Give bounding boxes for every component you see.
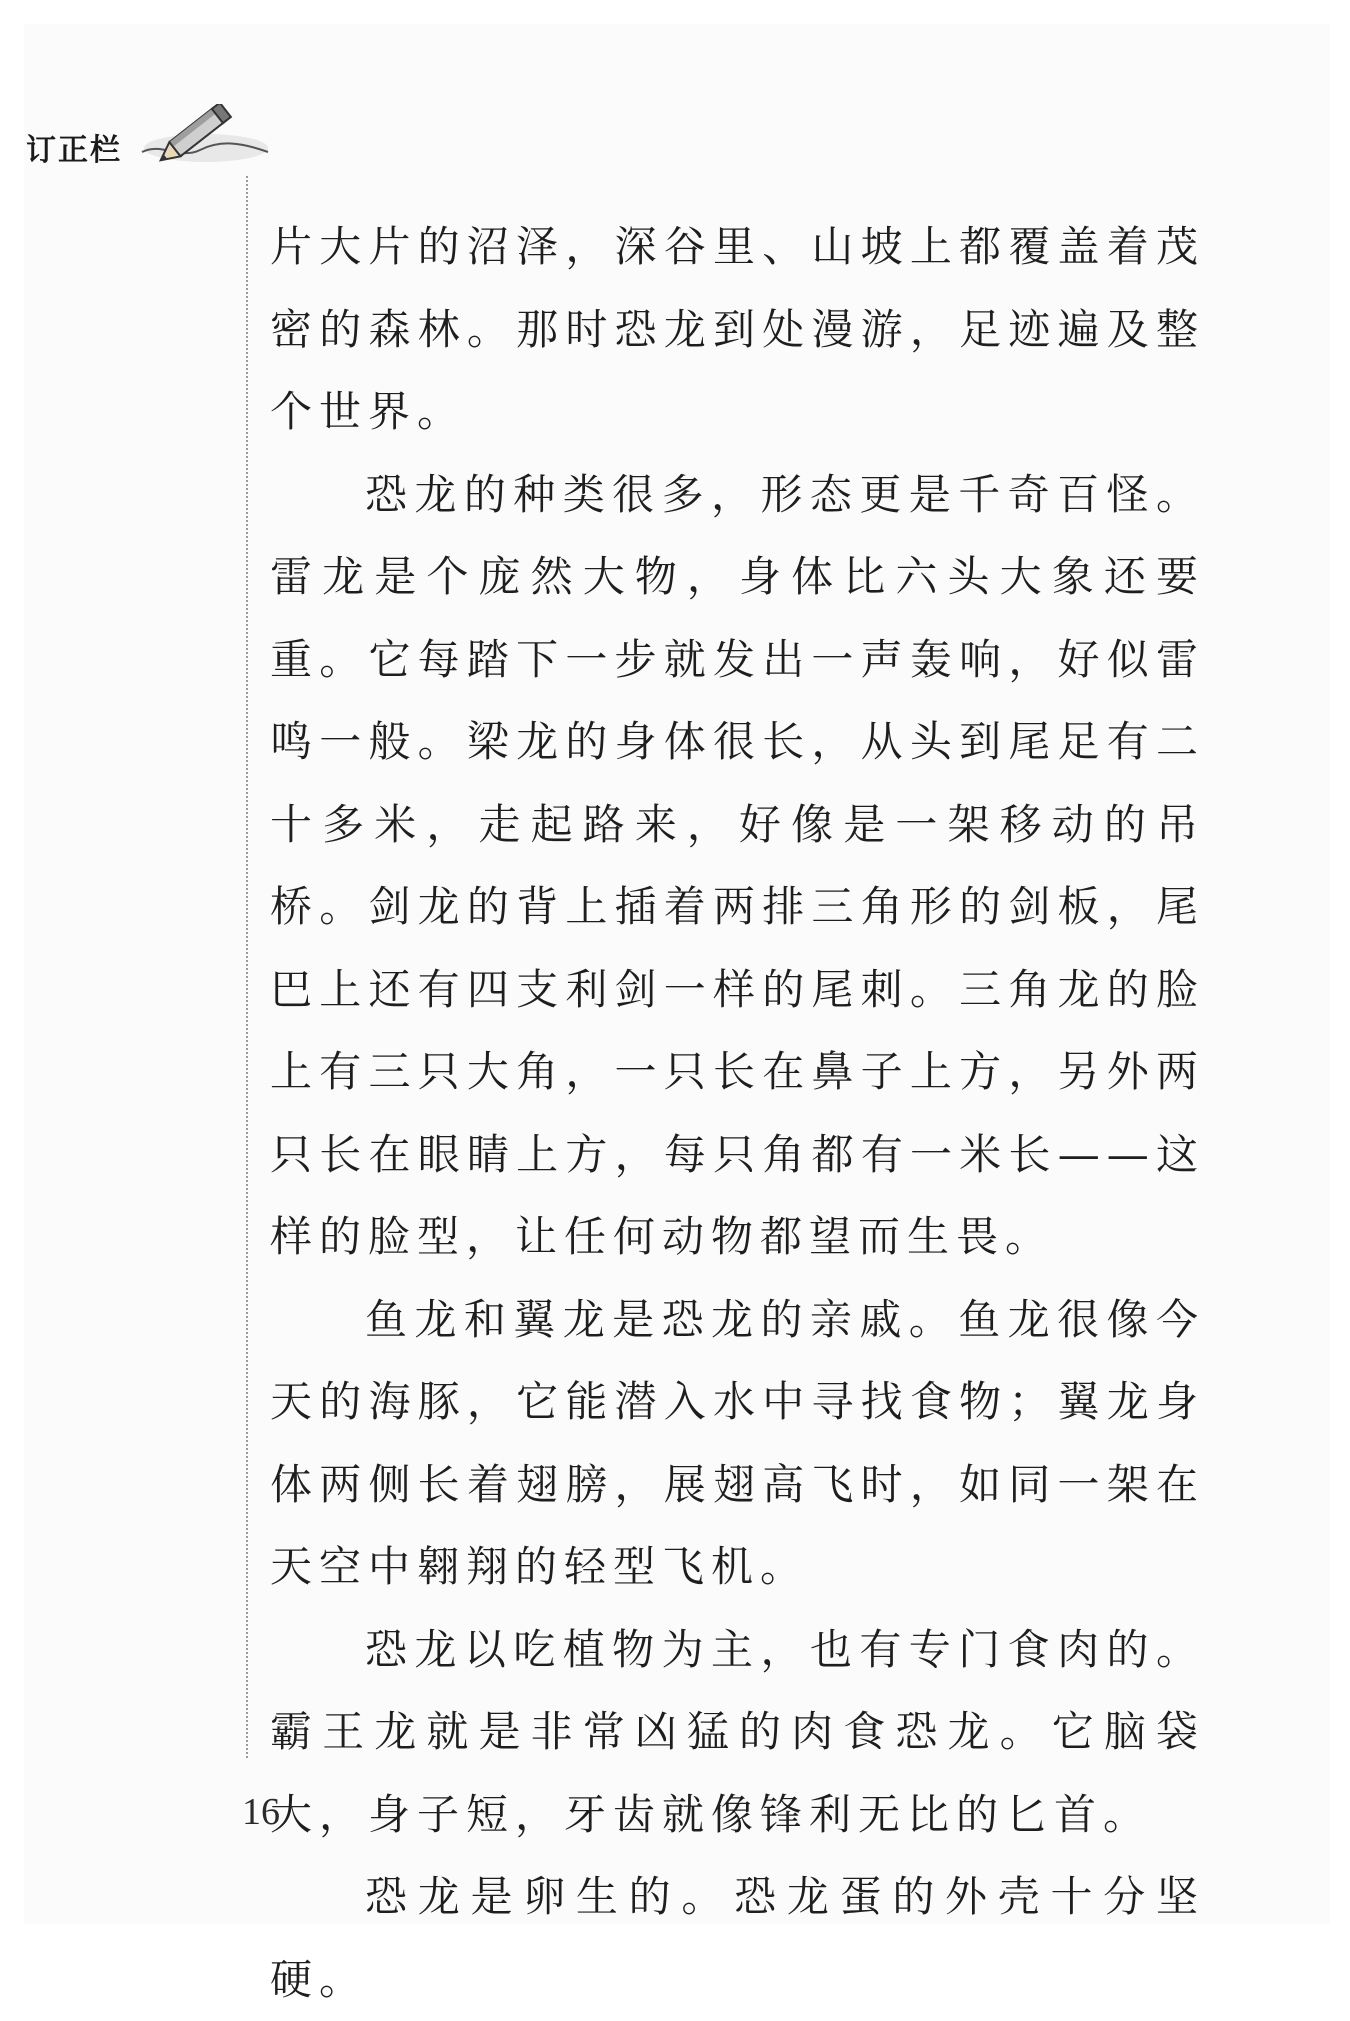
correction-column-label: 订正栏 [26, 133, 122, 168]
pencil-icon [136, 104, 272, 170]
paragraph-1: 片大片的沼泽，深谷里、山坡上都覆盖着茂密的森林。那时恐龙到处漫游，足迹遍及整个世界。 [270, 222, 1205, 436]
paragraph-4: 恐龙以吃植物为主，也有专门食肉的。霸王龙就是非常凶猛的肉食恐龙。它脑袋大，身子短，牙齿就像锋利无比的匕首。 [270, 1624, 1205, 1839]
correction-column-header [26, 124, 122, 170]
margin-dotted-guide [246, 176, 248, 1758]
page-number: 16 [242, 1791, 280, 1833]
paragraph-3: 鱼龙和翼龙是恐龙的亲戚。鱼龙很像今天的海豚，它能潜入水中寻找食物；翼龙身体两侧长着翅膀，展翅高飞时，如同一架在天空中翱翔的轻型飞机。 [270, 1294, 1205, 1591]
paragraph-5: 恐龙是卵生的。恐龙蛋的外壳十分坚硬。 [270, 1872, 1205, 2004]
article-body [270, 206, 1205, 2021]
paragraph-2: 恐龙的种类很多，形态更是千奇百怪。雷龙是个庞然大物，身体比六头大象还要重。它每踏下一步就发出一声轰响，好似雷鸣一般。梁龙的身体很长，从头到尾足有二十多米，走起路来，好像是一架移动的吊桥。剑龙的背上插着两排三角形的剑板，尾巴上还有四支利剑一样的尾刺。三角龙的脸上有三只大角，一只长在鼻子上方，另外两只长在眼睛上方，每只角都有一米长——这样的脸型，让任何动物都望而生畏。 [270, 469, 1205, 1261]
